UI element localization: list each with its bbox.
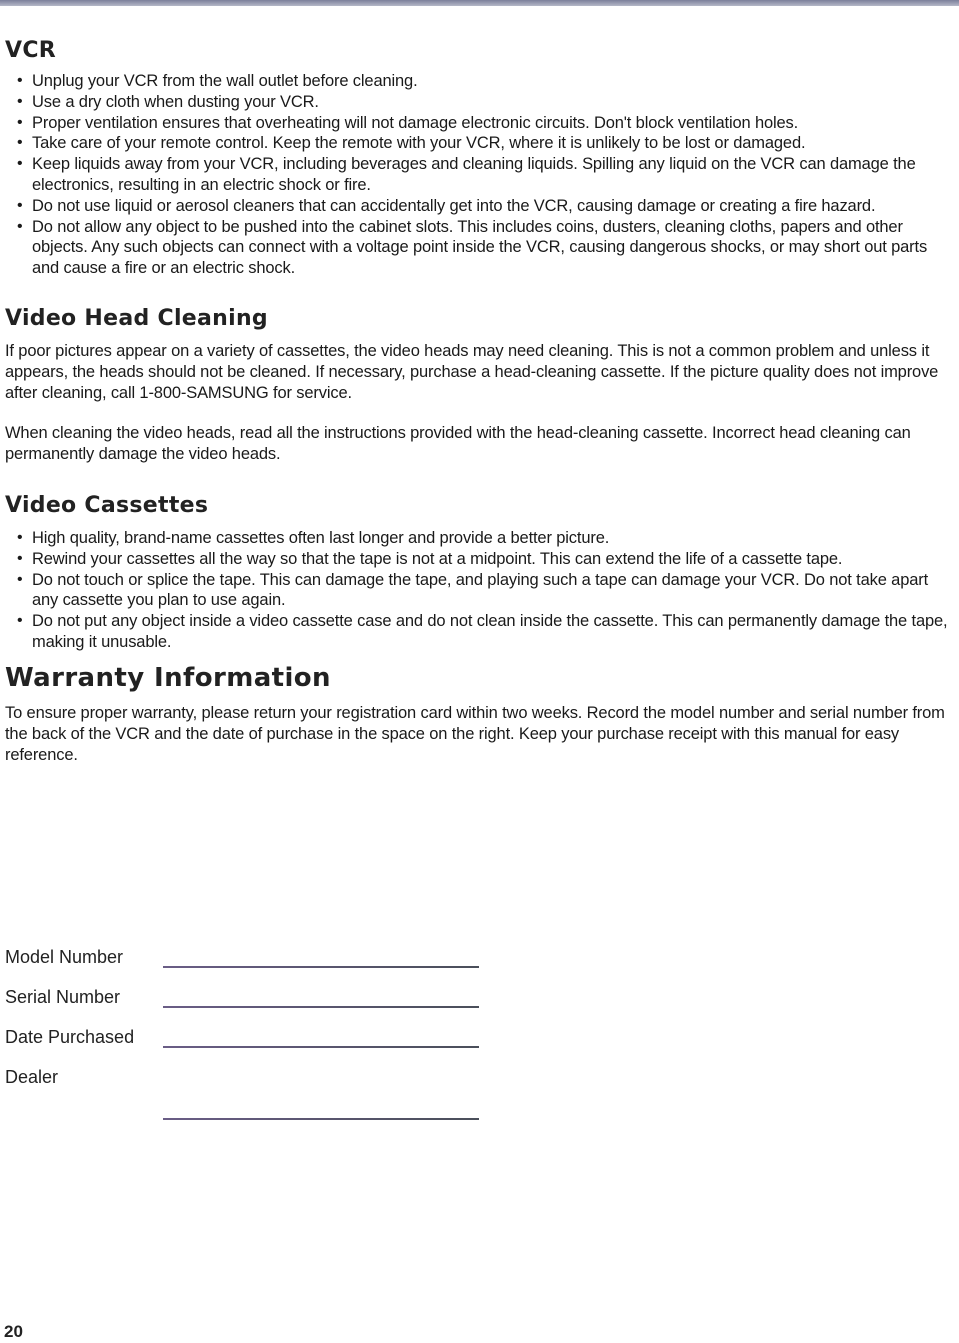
model-number-label: Model Number [5,947,124,967]
date-purchased-row [5,1027,485,1067]
head-cleaning-paragraph-1: If poor pictures appear on a variety of cassettes, the video heads may need cleaning. This is not a common problem and unless it appears, the heads should not be cleaned. If necessary, purchase a head-cleaning cassette. If the picture quality does not improve after cleaning, call 1-800-SAMSUNG for service. [5,341,939,402]
warranty-record-form [5,947,485,1107]
date-purchased-label: Date Purchased [5,1027,135,1047]
vcr-heading: VCR [5,38,57,63]
warranty-heading: Warranty Information [5,662,331,693]
serial-number-label: Serial Number [5,987,121,1007]
serial-number-field[interactable] [163,1006,479,1008]
vcr-section [5,38,951,279]
dealer-label: Dealer [5,1067,59,1087]
top-rule [0,0,959,6]
list-item: • Unplug your VCR from the wall outlet before cleaning. [32,71,951,92]
list-item: • Keep liquids away from your VCR, including beverages and cleaning liquids. Spilling any liquid on the VCR can damage the electronics, resulting in an electric shock or fire. [32,154,951,196]
list-item: • Proper ventilation ensures that overheating will not damage electronic circuits. Don't block ventilation holes. [32,113,951,134]
cassettes-bullet-list [5,528,951,653]
list-item: • High quality, brand-name cassettes often last longer and provide a better picture. [32,528,951,549]
date-purchased-field[interactable] [163,1046,479,1048]
list-item: • Do not put any object inside a video cassette case and do not clean inside the cassette. This can permanently damage the tape, making it unusable. [32,611,951,653]
list-item: • Do not allow any object to be pushed into the cabinet slots. This includes coins, dusters, cleaning cloths, papers and other objects. Any such objects can connect with a voltage point inside the VCR, causing dangerous shocks, or may short out parts and cause a fire or an electric shock. [32,217,951,279]
video-cassettes-section [5,493,951,653]
video-cassettes-heading: Video Cassettes [5,492,209,518]
dealer-field[interactable] [163,1118,479,1120]
list-item: • Do not use liquid or aerosol cleaners that can accidentally get into the VCR, causing damage or creating a fire hazard. [32,196,951,217]
serial-number-row [5,987,485,1027]
warranty-section [5,663,951,766]
model-number-field[interactable] [163,966,479,968]
video-head-cleaning-heading: Video Head Cleaning [5,305,268,331]
video-head-cleaning-section [5,306,951,465]
list-item: • Use a dry cloth when dusting your VCR. [32,92,951,113]
list-item: • Do not touch or splice the tape. This can damage the tape, and playing such a tape can damage your VCR. Do not take apart any cassette you plan to use again. [32,570,951,612]
vcr-bullet-list [5,71,951,279]
head-cleaning-paragraph-2: When cleaning the video heads, read all the instructions provided with the head-cleaning cassette. Incorrect head cleaning can permanently damage the video heads. [5,423,911,463]
list-item: • Rewind your cassettes all the way so that the tape is not at a midpoint. This can extend the life of a cassette tape. [32,549,951,570]
list-item: • Take care of your remote control. Keep the remote with your VCR, where it is unlikely to be lost or damaged. [32,133,951,154]
warranty-paragraph: To ensure proper warranty, please return your registration card within two weeks. Record the model number and serial number from the back of the VCR and the date of purchase in the space on the right. Keep your purchase receipt with this manual for easy reference. [5,703,945,764]
page-number: 20 [4,1322,23,1341]
dealer-row [5,1067,485,1107]
model-number-row [5,947,485,987]
page-content [5,38,951,766]
